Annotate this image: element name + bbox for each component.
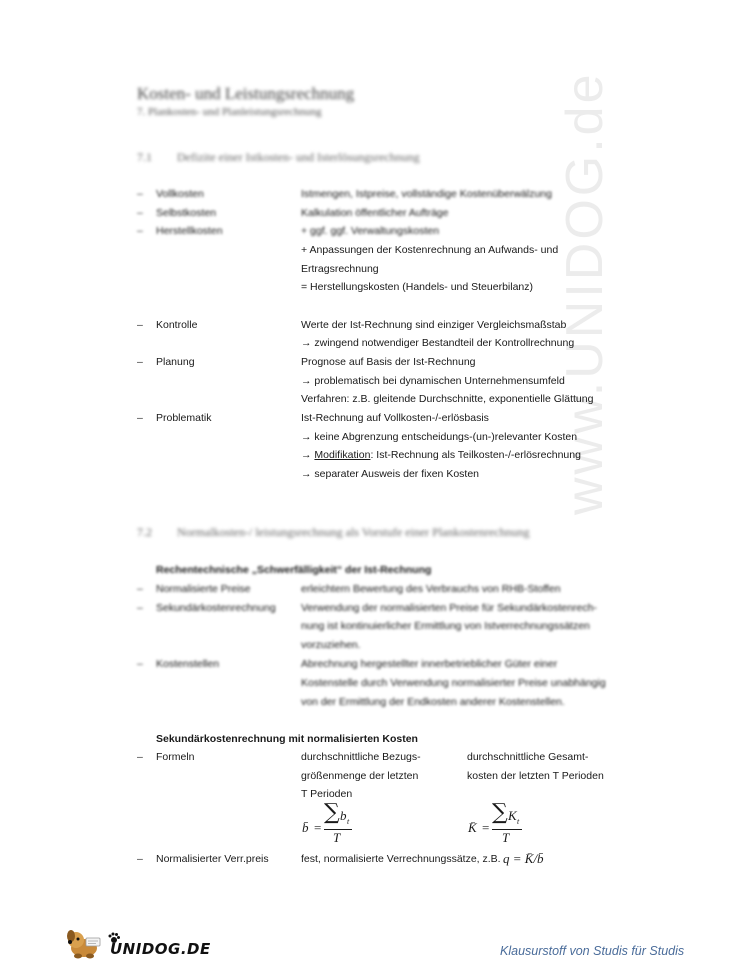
row-label: Sekundärkostenrechnung	[156, 602, 276, 614]
separater-line: → separater Ausweis der fixen Kosten	[301, 468, 480, 480]
problematik-label: Problematik	[156, 412, 212, 424]
row-label: Selbstkosten	[156, 207, 217, 219]
row-label: Normalisierte Preise	[156, 583, 251, 595]
bullet-dash: –	[137, 751, 143, 763]
formula-lhs: b̄	[302, 820, 309, 835]
formeln-label: Formeln	[156, 751, 195, 763]
row-text: von der Ermittlung der Endkosten anderer Kostenstellen.	[301, 696, 565, 708]
col2-text: kosten der letzten T Perioden	[467, 770, 604, 782]
row-label: Kostenstellen	[156, 658, 220, 670]
kontrolle-text: Werte der Ist-Rechnung sind einziger Vergleichsmaßstab	[301, 319, 567, 331]
row-text: Kalkulation öffentlicher Aufträge	[301, 207, 449, 219]
modifikation-word: Modifikation	[314, 449, 371, 461]
planung-label: Planung	[156, 356, 195, 368]
section-2-heading: Normalkosten-/ leistungsrechnung als Vorstufe einer Plankostenrechnung	[177, 525, 530, 539]
text-line: = Herstellungskosten (Handels- und Steuerbilanz)	[301, 281, 533, 293]
row-label: Vollkosten	[156, 188, 204, 200]
planung-text: → problematisch bei dynamischen Unternehmensumfeld	[301, 375, 565, 387]
document-subtitle: 7. Plankosten- und Planleistungsrechnung	[137, 106, 322, 118]
modifikation-rest: : Ist-Rechnung als Teilkosten-/-erlösrechnung	[370, 449, 581, 461]
bullet-dash: –	[137, 188, 143, 200]
col2-text: durchschnittliche Gesamt-	[467, 751, 589, 763]
kontrolle-label: Kontrolle	[156, 319, 198, 331]
formula-denominator: T	[502, 830, 510, 845]
col1-text: T Perioden	[301, 788, 353, 800]
bullet-dash: –	[137, 412, 143, 424]
row-text: Abrechnung hergestellter innerbetrieblicher Güter einer	[301, 658, 558, 670]
formula-numerator: K	[508, 808, 517, 823]
section-2-subheading: Rechentechnische „Schwerfälligkeit“ der Ist-Rechnung	[156, 564, 432, 576]
planung-text: Verfahren: z.B. gleitende Durchschnitte, exponentielle Glättung	[301, 393, 594, 405]
bullet-dash: –	[137, 658, 143, 670]
bullet-dash: –	[137, 207, 143, 219]
row-text: + ggf. ggf. Verwaltungskosten	[301, 225, 440, 237]
norm-formula: q = K̄/b̄	[503, 851, 544, 866]
sigma-symbol: ∑	[324, 800, 340, 825]
text-line: + Anpassungen der Kostenrechnung an Aufwands- und	[301, 244, 559, 256]
norm-text: fest, normalisierte Verrechnungssätze, z.B.	[301, 853, 501, 865]
bullet-dash: –	[137, 583, 143, 595]
watermark: www.UNIDOG.de	[556, 71, 614, 515]
formula-subscript: t	[517, 817, 520, 826]
document-title: Kosten- und Leistungsrechnung	[137, 84, 355, 103]
col1-text: durchschnittliche Bezugs-	[301, 751, 421, 763]
section-1-number: 7.1	[137, 150, 152, 164]
formula-denominator: T	[333, 830, 341, 845]
section-1-heading: Defizite einer Istkosten- und Isterlösungsrechnung	[177, 150, 420, 164]
section-2-number: 7.2	[137, 525, 152, 539]
problematik-text: Ist-Rechnung auf Vollkosten-/-erlösbasis	[301, 412, 489, 424]
formula-eq: =	[482, 820, 490, 835]
norm-label: Normalisierter Verr.preis	[156, 853, 269, 865]
row-label: Herstellkosten	[156, 225, 223, 237]
dog-icon	[66, 928, 106, 960]
footer-tagline: Klausurstoff von Studis für Studis	[500, 944, 685, 958]
row-text: vorzuziehen.	[301, 639, 361, 651]
bullet-dash: –	[137, 225, 143, 237]
row-text: Kostenstelle durch Verwendung normalisierter Preise unabhängig	[301, 677, 606, 689]
bullet-dash: –	[137, 356, 143, 368]
bullet-dash: –	[137, 319, 143, 331]
kontrolle-text: → zwingend notwendiger Bestandteil der Kontrollrechnung	[301, 337, 575, 349]
sigma-symbol: ∑	[492, 800, 508, 825]
row-text: Verwendung der normalisierten Preise für Sekundärkostenrech-	[301, 602, 597, 614]
modifikation-line	[301, 449, 581, 461]
problematik-text: → keine Abgrenzung entscheidungs-(un-)relevanter Kosten	[301, 431, 578, 443]
arrow: →	[301, 449, 315, 461]
row-text: erleichtern Bewertung des Verbrauchs von RHB-Stoffen	[301, 583, 561, 595]
logo-text: UNIDOG.DE	[110, 940, 211, 958]
planung-text: Prognose auf Basis der Ist-Rechnung	[301, 356, 476, 368]
bullet-dash: –	[137, 602, 143, 614]
sek-heading: Sekundärkostenrechnung mit normalisierten Kosten	[156, 733, 418, 745]
text-line: Ertragsrechnung	[301, 263, 379, 275]
formula-numerator: b	[340, 808, 347, 823]
col1-text: größenmenge der letzten	[301, 770, 419, 782]
bullet-dash: –	[137, 853, 143, 865]
formula-eq: =	[314, 820, 322, 835]
row-text: nung ist kontinuierlicher Ermittlung von Istverrechnungssätzen	[301, 620, 590, 632]
formula-subscript: t	[347, 817, 350, 826]
formula-lhs: K̄	[468, 820, 477, 835]
row-text: Istmengen, Istpreise, vollständige Kostenüberwälzung	[301, 188, 552, 200]
footer-logo	[66, 928, 211, 960]
